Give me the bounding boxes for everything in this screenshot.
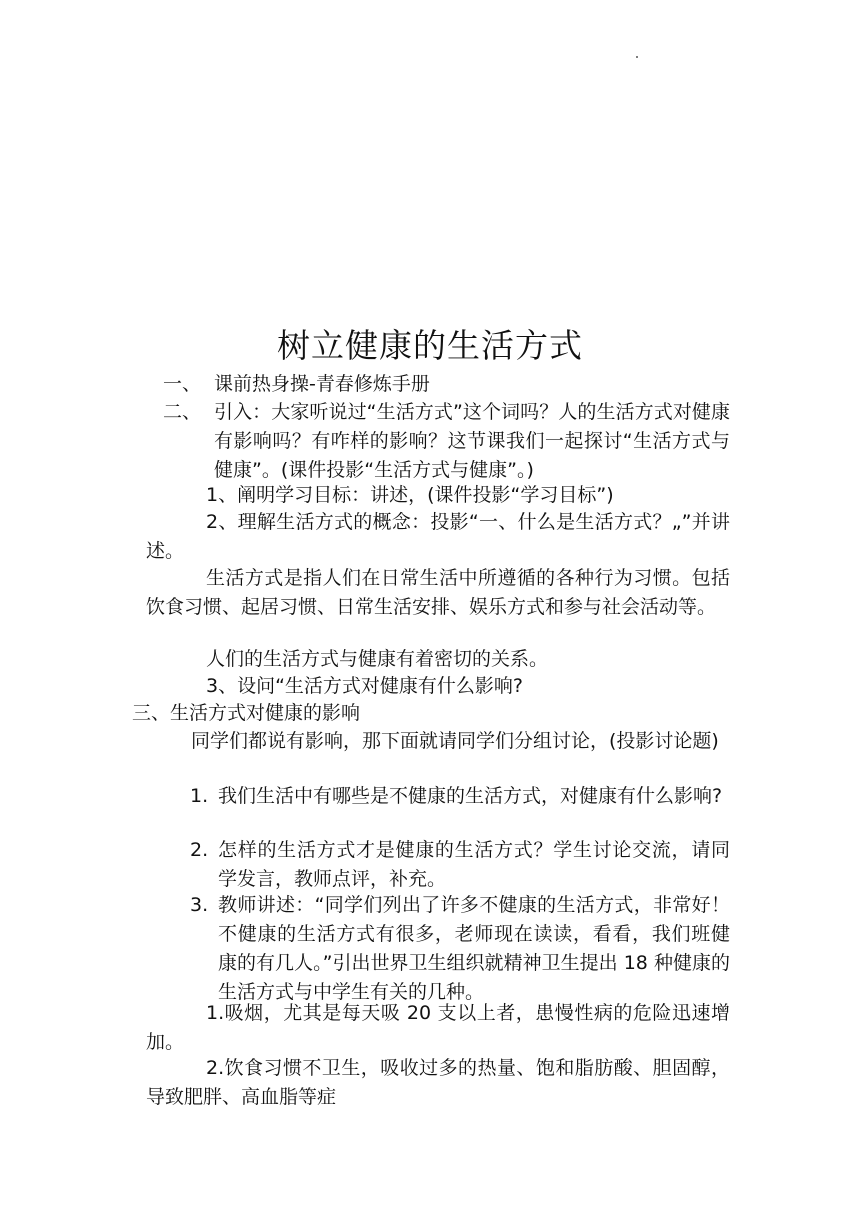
list-item-3-number: 3. xyxy=(190,894,209,916)
smoking-paragraph: 1.吸烟，尤其是每天吸 20 支以上者，患慢性病的危险迅速增加。 xyxy=(146,1002,730,1053)
list-item-1-text: 我们生活中有哪些是不健康的生活方式，对健康有什么影响? xyxy=(218,785,723,807)
relation-paragraph: 人们的生活方式与健康有着密切的关系。 xyxy=(206,648,549,670)
list-item-2-number: 2. xyxy=(190,839,209,861)
list-item-3-text: 教师讲述：“同学们列出了许多不健康的生活方式，非常好！不健康的生活方式有很多，老师现在读读，看看，我们班健康的有几人。”引出世界卫生组织就精神卫生提出 18 种健康的生活方式与中学生有关的几种。 xyxy=(218,894,730,1003)
list-item-1-number: 1. xyxy=(190,785,209,807)
section-1-number: 一、 xyxy=(163,373,202,395)
section-3-heading: 三、生活方式对健康的影响 xyxy=(132,702,361,724)
definition-paragraph: 生活方式是指人们在日常生活中所遵循的各种行为习惯。包括饮食习惯、起居习惯、日常生活安排、娱乐方式和参与社会活动等。 xyxy=(146,567,730,618)
page-marker-dot xyxy=(636,56,638,58)
diet-paragraph: 2.饮食习惯不卫生，吸收过多的热量、饱和脂肪酸、胆固醇，导致肥胖、高血脂等症 xyxy=(146,1057,730,1108)
list-item-2-text: 怎样的生活方式才是健康的生活方式？学生讨论交流，请同学发言，教师点评，补充。 xyxy=(218,839,730,890)
section-2-number: 二、 xyxy=(163,401,202,423)
section-1-text: 课前热身操-青春修炼手册 xyxy=(214,373,430,395)
concept-paragraph: 2、理解生活方式的概念：投影“一、什么是生活方式？„”并讲述。 xyxy=(146,511,730,562)
question-paragraph: 3、设问“生活方式对健康有什么影响? xyxy=(206,675,524,697)
document-title: 树立健康的生活方式 xyxy=(277,326,583,365)
goal-paragraph: 1、阐明学习目标：讲述，(课件投影“学习目标”) xyxy=(206,484,614,506)
section-2-text: 引入：大家听说过“生活方式”这个词吗？人的生活方式对健康有影响吗？有咋样的影响？这节课我们一起探讨“生活方式与健康”。(课件投影“生活方式与健康”。) xyxy=(214,401,730,481)
discussion-paragraph: 同学们都说有影响，那下面就请同学们分组讨论，(投影讨论题) xyxy=(191,730,719,752)
